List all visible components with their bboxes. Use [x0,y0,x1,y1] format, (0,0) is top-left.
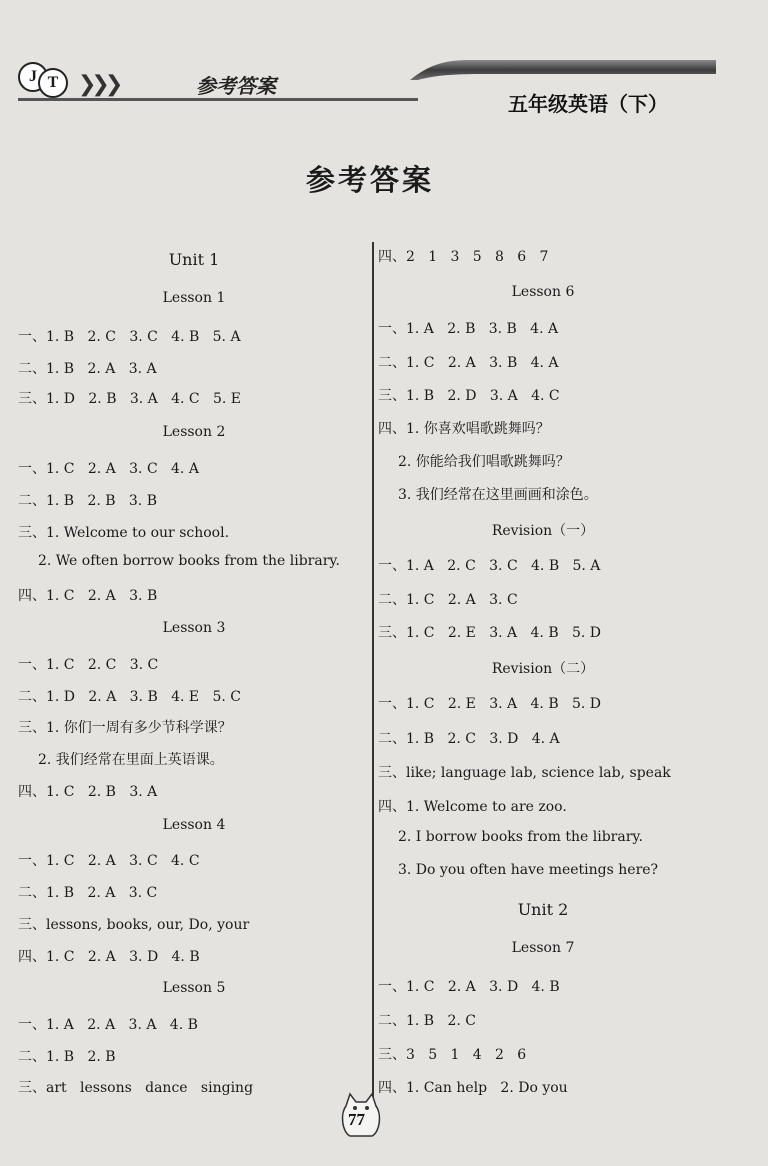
answer-line: 二、1. D 2. A 3. B 4. E 5. C [18,689,241,705]
logo-jt-icon [18,60,66,98]
answer-line: 一、1. A 2. C 3. C 4. B 5. A [378,558,601,574]
answer-line: 三、3 5 1 4 2 6 [378,1047,527,1063]
answer-line: 二、1. C 2. A 3. C [378,592,518,608]
answer-line: 二、1. B 2. C [378,1013,476,1029]
answer-line: 二、1. B 2. A 3. C [18,885,158,901]
answer-line: 三、1. D 2. B 3. A 4. C 5. E [18,391,241,407]
answer-line: 四、1. C 2. B 3. A [18,784,158,800]
unit-heading: Unit 1 [168,250,220,269]
answer-line: 3. 我们经常在这里画画和涂色。 [398,487,598,503]
answer-line: 一、1. C 2. E 3. A 4. B 5. D [378,696,601,712]
answer-line: 三、1. C 2. E 3. A 4. B 5. D [378,625,601,641]
answer-line: 一、1. C 2. A 3. D 4. B [378,979,560,995]
answer-line: 三、like; language lab, science lab, speak [378,765,671,781]
answer-line: 三、1. Welcome to our school. [18,525,230,541]
answer-line: 四、1. 你喜欢唱歌跳舞吗？ [378,421,550,437]
answer-line: 三、lessons, books, our, Do, your [18,917,250,933]
header-band [410,58,716,80]
answer-line: 一、1. C 2. A 3. C 4. C [18,853,200,869]
answer-line: 四、1. C 2. A 3. B [18,588,158,604]
section-heading: Revision（一） [491,523,595,539]
answer-line: 一、1. A 2. B 3. B 4. A [378,321,559,337]
answer-line: 一、1. B 2. C 3. C 4. B 5. A [18,329,241,345]
grade-title: 五年级英语（下） [508,92,668,116]
section-heading: Lesson 2 [162,424,226,440]
answer-line: 四、1. Can help 2. Do you [378,1080,568,1096]
answer-line: 四、2 1 3 5 8 6 7 [378,249,549,265]
unit-heading: Unit 2 [517,900,569,919]
answer-line: 二、1. C 2. A 3. B 4. A [378,355,559,371]
answer-line: 一、1. C 2. C 3. C [18,657,159,673]
page-title: 参考答案 [305,163,434,197]
section-heading: Lesson 5 [162,980,226,996]
page-number-badge [338,1092,384,1140]
answer-line: 二、1. B 2. B 3. B [18,493,157,509]
answer-line: 2. We often borrow books from the library. [38,553,340,569]
section-heading: Lesson 3 [162,620,226,636]
logo-letter-t: T [38,68,68,98]
section-heading: Lesson 6 [511,284,575,300]
section-heading: Lesson 1 [162,290,226,306]
answer-line: 2. 我们经常在里面上英语课。 [38,752,224,768]
answer-line: 三、1. B 2. D 3. A 4. C [378,388,560,404]
answer-line: 三、1. 你们一周有多少节科学课？ [18,720,232,736]
section-heading: Lesson 7 [511,940,575,956]
section-heading: Revision（二） [491,661,595,677]
answer-line: 四、1. Welcome to are zoo. [378,799,567,815]
answer-line: 2. I borrow books from the library. [398,829,643,845]
answer-line: 四、1. C 2. A 3. D 4. B [18,949,200,965]
answer-line: 二、1. B 2. A 3. A [18,361,157,377]
answer-line: 一、1. A 2. A 3. A 4. B [18,1017,198,1033]
answer-line: 2. 你能给我们唱歌跳舞吗？ [398,454,570,470]
header-rule [18,98,418,101]
answer-line: 二、1. B 2. C 3. D 4. A [378,731,560,747]
answer-line: 3. Do you often have meetings here? [398,862,659,878]
column-divider [372,242,374,1102]
answer-line: 二、1. B 2. B [18,1049,116,1065]
section-heading: Lesson 4 [162,817,226,833]
page-number: 77 [348,1110,365,1129]
answer-line: 一、1. C 2. A 3. C 4. A [18,461,199,477]
header-label: 参考答案 [196,74,276,98]
answer-line: 三、art lessons dance singing [18,1080,254,1096]
logo-letter-j: J [18,62,48,92]
chevron-arrows-icon: ❯❯❯ [78,72,119,97]
